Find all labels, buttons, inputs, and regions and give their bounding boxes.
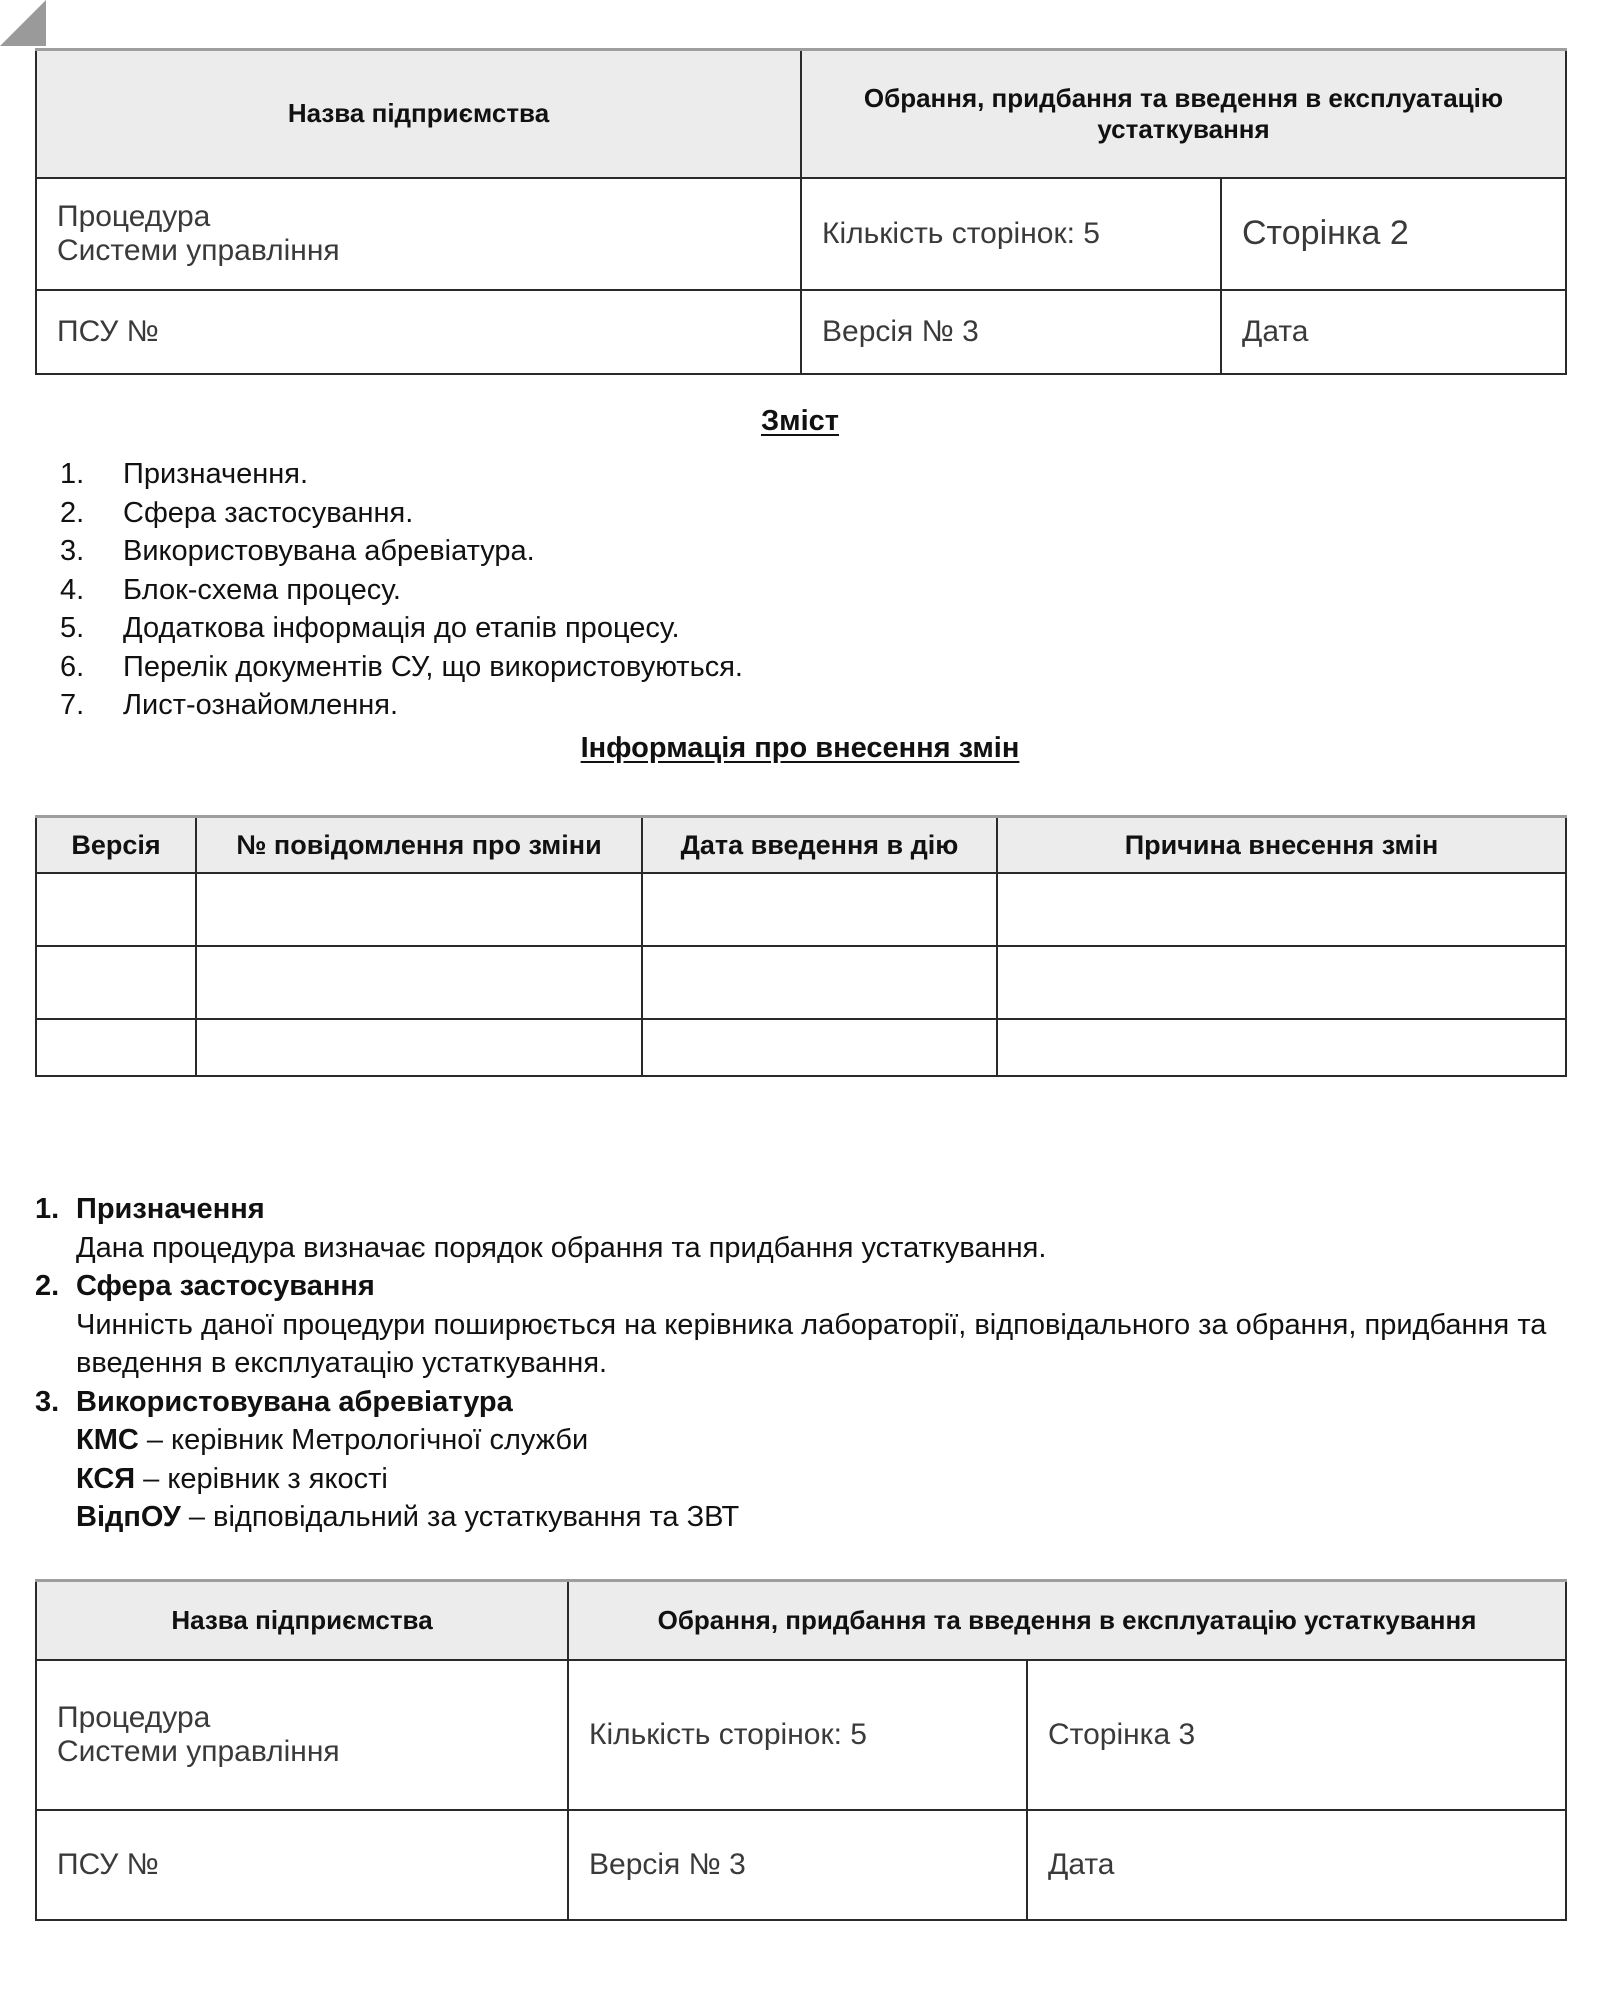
pages-count: Кількість сторінок: 5 — [801, 178, 1221, 290]
section-title: Сфера застосування — [76, 1270, 375, 1302]
table-cell — [196, 1019, 642, 1076]
table-row — [36, 1019, 1566, 1076]
toc-item-number: 3. — [60, 535, 85, 567]
page-number: Сторінка 2 — [1221, 178, 1566, 290]
page-fold-corner — [0, 0, 46, 46]
toc-list — [60, 455, 743, 725]
document-header-page-2 — [35, 48, 1567, 375]
toc-item-text: Додаткова інформація до етапів процесу. — [123, 612, 680, 644]
section-number: 1. — [35, 1193, 60, 1225]
toc-item — [60, 494, 743, 533]
table-cell — [196, 946, 642, 1019]
table-cell — [997, 873, 1566, 946]
toc-item — [60, 571, 743, 610]
document-header-page-3 — [35, 1579, 1567, 1921]
procedure-title: Обрання, придбання та введення в експлуатацію устаткування — [801, 50, 1566, 178]
procedure-label — [36, 1660, 568, 1810]
version-number: Версія № 3 — [801, 290, 1221, 374]
column-header-effective-date: Дата введення в дію — [642, 817, 997, 874]
toc-item-number: 6. — [60, 650, 85, 683]
abbreviation-meaning: – керівник з якості — [135, 1462, 388, 1495]
psu-number: ПСУ № — [36, 1810, 568, 1920]
section-text: Чинність даної процедури поширюється на керівника лабораторії, відповідального за обрання, придбання та введення в експлуатацію устаткування. — [76, 1308, 1547, 1379]
toc-item — [60, 455, 743, 494]
toc-item-text: Лист-ознайомлення. — [123, 689, 399, 721]
table-row — [36, 873, 1566, 946]
toc-item — [60, 532, 743, 571]
table-cell — [36, 873, 196, 946]
toc-item-number: 5. — [60, 612, 85, 644]
psu-number: ПСУ № — [36, 290, 801, 374]
changes-title: Інформація про внесення змін — [580, 732, 1020, 764]
procedure-line-1: Процедура — [57, 1700, 211, 1734]
section-number: 3. — [35, 1385, 60, 1418]
company-name-label: Назва підприємства — [36, 1581, 568, 1660]
procedure-label — [36, 178, 801, 290]
section-abbreviations — [35, 1383, 1565, 1537]
section-text: Дана процедура визначає порядок обрання та придбання устаткування. — [76, 1231, 1047, 1264]
toc-item-number: 4. — [60, 573, 85, 606]
table-cell — [196, 873, 642, 946]
section-title: Призначення — [76, 1193, 265, 1225]
column-header-version: Версія — [36, 817, 196, 874]
abbreviation-item — [76, 1421, 1565, 1460]
section-scope — [35, 1267, 1565, 1383]
table-cell — [642, 1019, 997, 1076]
procedure-line-2: Системи управління — [57, 233, 340, 267]
section-number: 2. — [35, 1270, 60, 1302]
abbreviation-meaning: – керівник Метрологічної служби — [138, 1424, 589, 1456]
toc-item — [60, 609, 743, 648]
toc-item — [60, 686, 743, 725]
toc-title: Зміст — [760, 405, 839, 437]
procedure-line-2: Системи управління — [57, 1734, 340, 1768]
table-cell — [36, 946, 196, 1019]
abbreviation-meaning: – відповідальний за устаткування та ЗВТ — [180, 1501, 740, 1533]
abbreviation-item — [76, 1460, 1565, 1499]
table-cell — [997, 946, 1566, 1019]
changes-table — [35, 815, 1567, 1077]
page-number: Сторінка 3 — [1027, 1660, 1566, 1810]
date-field: Дата — [1221, 290, 1566, 374]
toc-item-text: Призначення. — [123, 458, 309, 490]
toc-item-number: 7. — [60, 689, 85, 721]
section-title: Використовувана абревіатура — [76, 1385, 513, 1418]
toc-item-text: Сфера застосування. — [123, 496, 414, 529]
table-cell — [997, 1019, 1566, 1076]
date-field: Дата — [1027, 1810, 1566, 1920]
table-cell — [642, 873, 997, 946]
document-sections — [35, 1190, 1565, 1537]
table-cell — [642, 946, 997, 1019]
abbreviation: КМС — [76, 1424, 139, 1456]
table-row — [36, 946, 1566, 1019]
pages-count: Кількість сторінок: 5 — [568, 1660, 1027, 1810]
toc-item-number: 2. — [60, 496, 85, 529]
company-name-label: Назва підприємства — [36, 50, 801, 178]
abbreviation: ВідпОУ — [76, 1501, 181, 1533]
abbreviation: КСЯ — [76, 1462, 136, 1495]
toc-item-number: 1. — [60, 458, 85, 490]
version-number: Версія № 3 — [568, 1810, 1027, 1920]
procedure-line-1: Процедура — [57, 199, 211, 233]
toc-item-text: Використовувана абревіатура. — [123, 535, 535, 567]
changes-table-header — [36, 817, 1566, 874]
column-header-change-reason: Причина внесення змін — [997, 817, 1566, 874]
toc-item-text: Перелік документів СУ, що використовуються. — [123, 650, 743, 683]
abbreviation-item — [76, 1498, 1565, 1537]
column-header-notice-number: № повідомлення про зміни — [196, 817, 642, 874]
section-purpose — [35, 1190, 1565, 1267]
procedure-title: Обрання, придбання та введення в експлуатацію устаткування — [568, 1581, 1566, 1660]
toc-item — [60, 648, 743, 687]
table-cell — [36, 1019, 196, 1076]
toc-item-text: Блок-схема процесу. — [123, 573, 401, 606]
